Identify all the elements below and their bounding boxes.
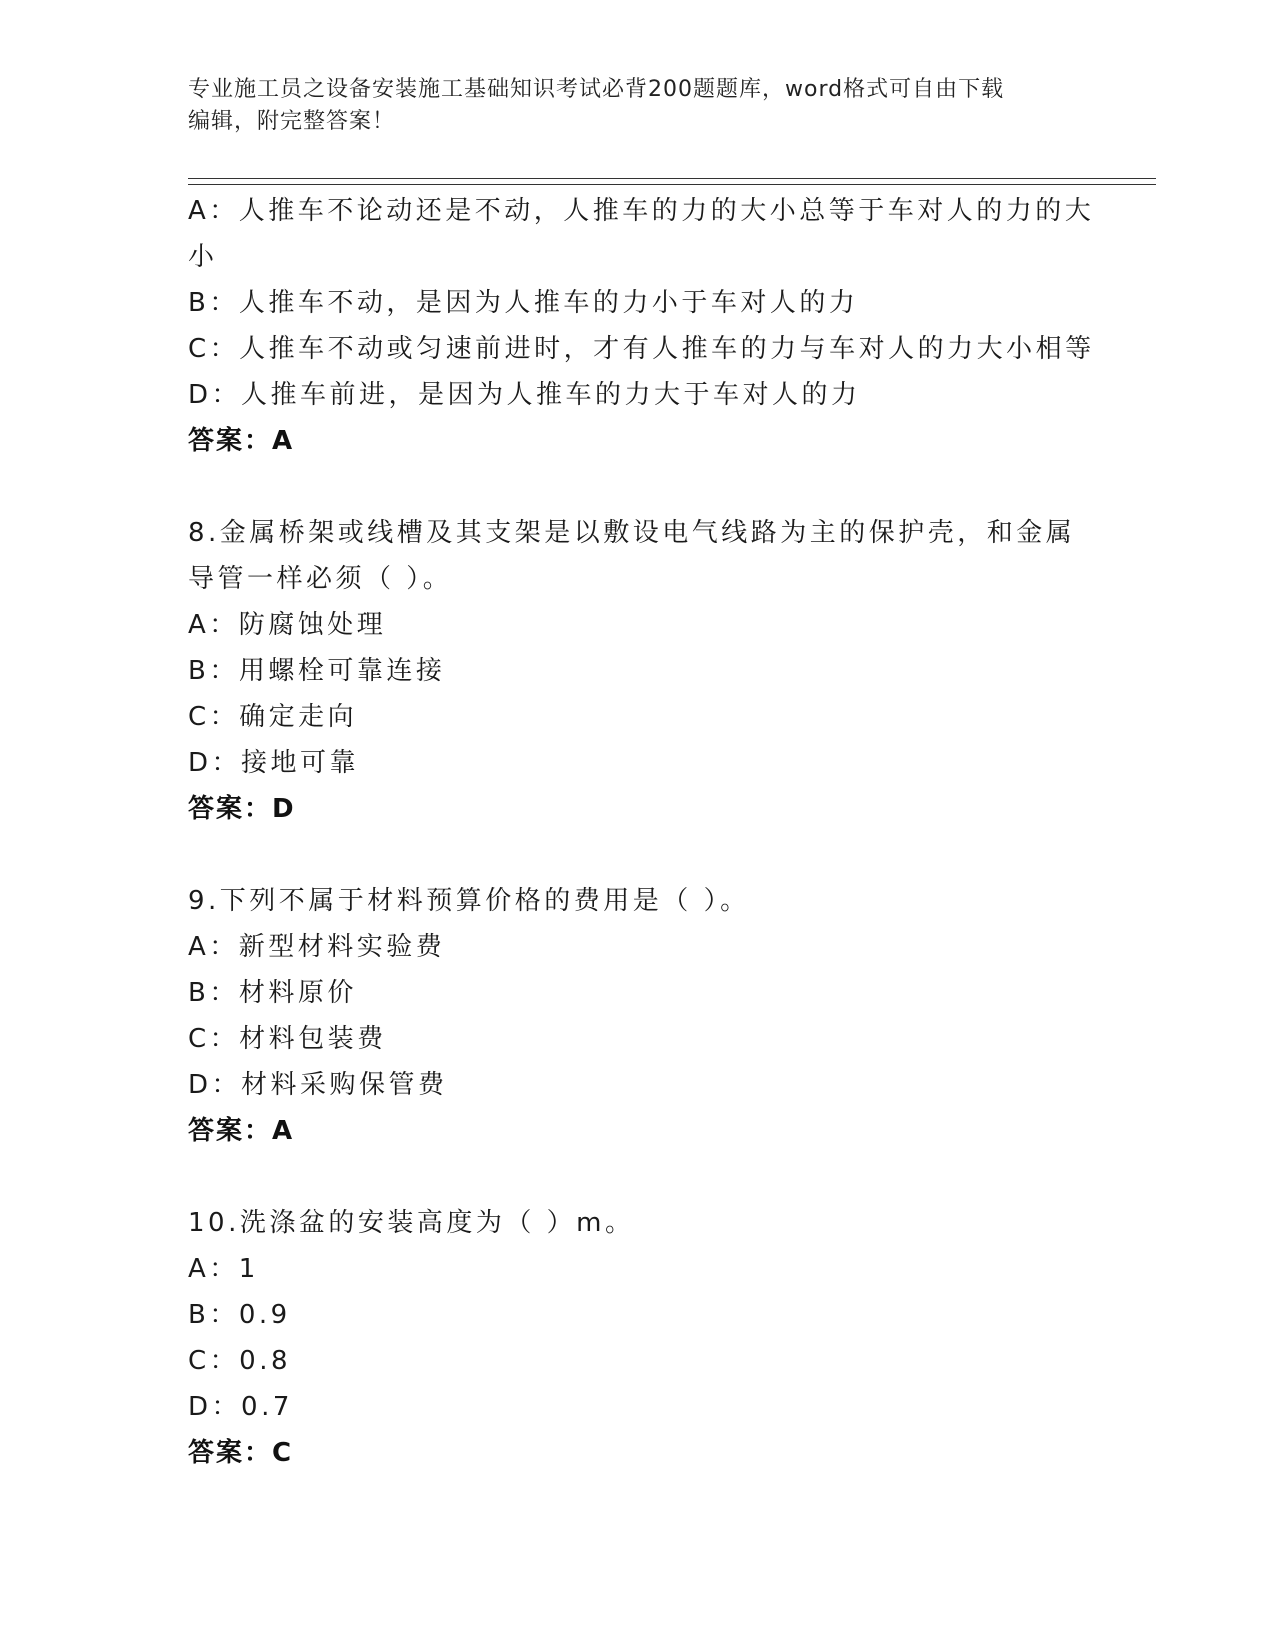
header-double-rule <box>188 178 1156 185</box>
spacer <box>188 464 1088 510</box>
q8-option-a: A：防腐蚀处理 <box>188 610 387 640</box>
q9-option-c: C：材料包装费 <box>188 1024 387 1054</box>
q9-answer <box>188 1108 1088 1154</box>
q9-stem: 9.下列不属于材料预算价格的费用是（ ）。 <box>188 886 750 916</box>
q7-answer <box>188 418 1088 464</box>
q8-stem-line-2: 导管一样必须（ ）。 <box>188 564 453 594</box>
q7-option-a-line-1: A：人推车不论动还是不动，人推车的力的大小总等于车对人的力的大 <box>188 196 1095 226</box>
q9-option-b: B：材料原价 <box>188 978 357 1008</box>
q10-option-c: C：0.8 <box>188 1346 292 1376</box>
q9-option-a: A：新型材料实验费 <box>188 932 446 962</box>
document-header <box>188 74 1068 138</box>
question-8 <box>188 510 1088 832</box>
question-9 <box>188 878 1088 1154</box>
header-line-2: 编辑，附完整答案！ <box>188 109 396 134</box>
q9-option-d: D：材料采购保管费 <box>188 1070 448 1100</box>
q7-option-c: C：人推车不动或匀速前进时，才有人推车的力与车对人的力大小相等 <box>188 334 1095 364</box>
q9-answer-label: 答案： <box>188 1116 273 1146</box>
q8-option-d: D：接地可靠 <box>188 748 360 778</box>
q7-answer-value: A <box>272 426 294 456</box>
q7-option-d: D：人推车前进，是因为人推车的力大于车对人的力 <box>188 380 861 410</box>
q10-answer-label: 答案： <box>188 1438 273 1468</box>
q10-answer <box>188 1430 1088 1476</box>
q10-option-b: B：0.9 <box>188 1300 291 1330</box>
q7-option-a-line-2: 小 <box>188 242 218 272</box>
spacer <box>188 832 1088 878</box>
question-7-options <box>188 188 1095 464</box>
question-10 <box>188 1200 1088 1476</box>
q9-answer-value: A <box>272 1116 294 1146</box>
q10-option-d: D：0.7 <box>188 1392 293 1422</box>
q8-option-c: C：确定走向 <box>188 702 358 732</box>
q10-option-a: A：1 <box>188 1254 259 1284</box>
q8-answer-value: D <box>272 794 295 824</box>
q8-stem-line-1: 8.金属桥架或线槽及其支架是以敷设电气线路为主的保护壳，和金属 <box>188 518 1076 548</box>
header-line-1: 专业施工员之设备安装施工基础知识考试必背200题题库，word格式可自由下载 <box>188 77 1005 102</box>
q10-stem: 10.洗涤盆的安装高度为（ ）m。 <box>188 1208 635 1238</box>
q7-option-b: B：人推车不动，是因为人推车的力小于车对人的力 <box>188 288 859 318</box>
document-body <box>188 188 1095 1476</box>
q8-option-b: B：用螺栓可靠连接 <box>188 656 446 686</box>
q7-answer-label: 答案： <box>188 426 273 456</box>
q10-answer-value: C <box>272 1438 293 1468</box>
spacer <box>188 1154 1088 1200</box>
q8-answer-label: 答案： <box>188 794 273 824</box>
q8-answer <box>188 786 1088 832</box>
